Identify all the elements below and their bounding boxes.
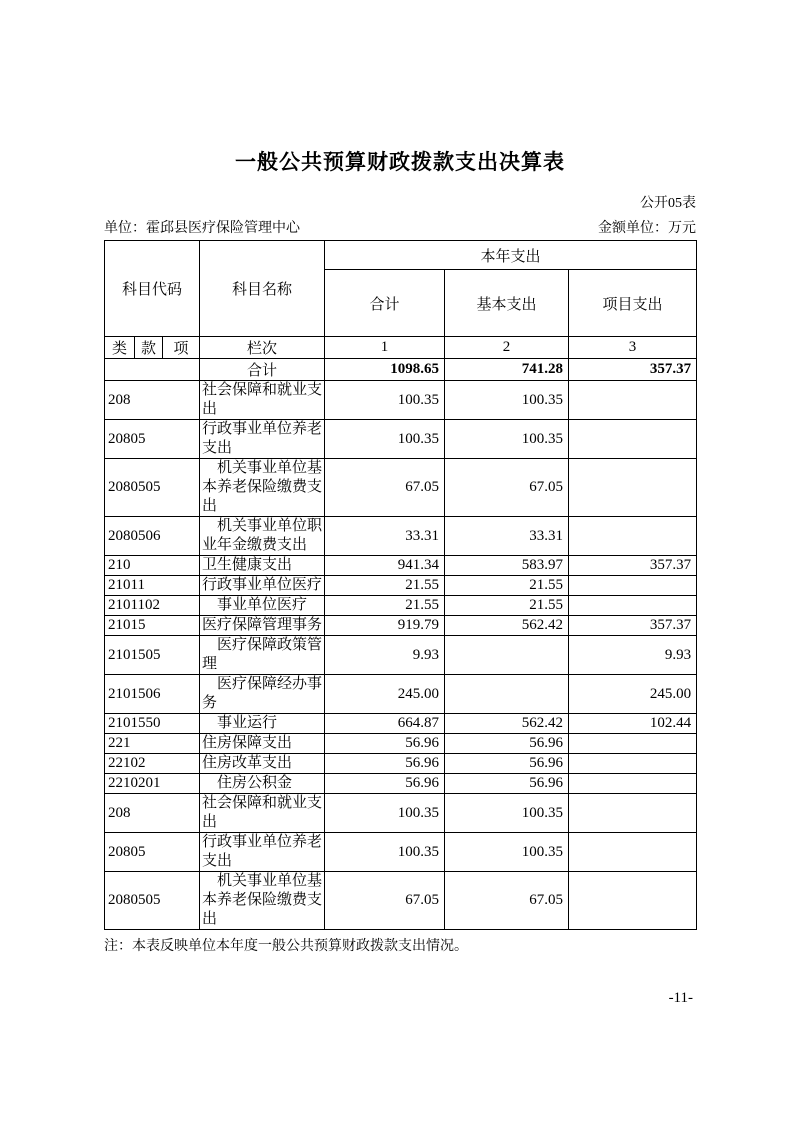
row-basic: 562.42: [445, 714, 569, 734]
header-subject-name: 科目名称: [200, 241, 325, 337]
row-basic: 56.96: [445, 734, 569, 754]
row-name: 社会保障和就业支出: [200, 381, 325, 420]
total-row-basic: 741.28: [445, 359, 569, 381]
table-row: [105, 714, 697, 734]
row-total: 919.79: [325, 616, 445, 636]
table-row: [105, 774, 697, 794]
row-project: [569, 794, 697, 833]
row-name: 事业运行: [200, 714, 325, 734]
meta-row: [104, 217, 696, 237]
row-total: 67.05: [325, 872, 445, 930]
table-row: [105, 794, 697, 833]
row-basic: 33.31: [445, 517, 569, 556]
row-name: 卫生健康支出: [200, 556, 325, 576]
budget-table: [104, 240, 697, 930]
row-name: 社会保障和就业支出: [200, 794, 325, 833]
row-total: 100.35: [325, 381, 445, 420]
amount-unit-label: 金额单位：万元: [598, 221, 696, 236]
header-col-2: 2: [445, 337, 569, 359]
row-basic: 56.96: [445, 754, 569, 774]
header-section: 款: [135, 337, 163, 359]
row-project: 9.93: [569, 636, 697, 675]
row-project: [569, 872, 697, 930]
row-total: 33.31: [325, 517, 445, 556]
header-current-year-expenditure: 本年支出: [325, 241, 697, 270]
table-row: [105, 459, 697, 517]
header-column-index: 栏次: [200, 337, 325, 359]
table-row: [105, 576, 697, 596]
row-code: 21011: [105, 576, 200, 596]
row-total: 56.96: [325, 734, 445, 754]
row-name: 事业单位医疗: [200, 596, 325, 616]
row-code: 208: [105, 794, 200, 833]
row-name: 机关事业单位基本养老保险缴费支出: [200, 459, 325, 517]
row-total: 100.35: [325, 833, 445, 872]
row-basic: 100.35: [445, 381, 569, 420]
header-total: 合计: [325, 270, 445, 337]
row-project: 102.44: [569, 714, 697, 734]
row-code: 20805: [105, 833, 200, 872]
row-name: 行政事业单位养老支出: [200, 833, 325, 872]
table-row: [105, 675, 697, 714]
table-row: [105, 556, 697, 576]
row-code: 2080506: [105, 517, 200, 556]
total-row-total: 1098.65: [325, 359, 445, 381]
total-row-code: [105, 359, 200, 381]
header-item: 项: [163, 337, 200, 359]
total-row-label: 合计: [200, 359, 325, 381]
row-code: 210: [105, 556, 200, 576]
header-class: 类: [105, 337, 135, 359]
row-total: 21.55: [325, 576, 445, 596]
row-code: 22102: [105, 754, 200, 774]
row-basic: 21.55: [445, 596, 569, 616]
row-total: 664.87: [325, 714, 445, 734]
table-row: [105, 381, 697, 420]
row-total: 9.93: [325, 636, 445, 675]
row-project: [569, 381, 697, 420]
row-name: 行政事业单位养老支出: [200, 420, 325, 459]
row-code: 2101505: [105, 636, 200, 675]
row-name: 医疗保障经办事务: [200, 675, 325, 714]
row-project: [569, 420, 697, 459]
row-name: 医疗保障政策管理: [200, 636, 325, 675]
row-code: 221: [105, 734, 200, 754]
row-project: [569, 734, 697, 754]
row-project: [569, 576, 697, 596]
row-project: [569, 459, 697, 517]
row-code: 2101550: [105, 714, 200, 734]
table-row: [105, 517, 697, 556]
header-basic-expenditure: 基本支出: [445, 270, 569, 337]
row-name: 医疗保障管理事务: [200, 616, 325, 636]
row-code: 208: [105, 381, 200, 420]
row-project: [569, 754, 697, 774]
unit-label: 单位：霍邱县医疗保险管理中心: [104, 221, 300, 236]
row-total: 56.96: [325, 754, 445, 774]
row-name: 住房公积金: [200, 774, 325, 794]
row-code: 2080505: [105, 872, 200, 930]
row-name: 机关事业单位基本养老保险缴费支出: [200, 872, 325, 930]
row-basic: 67.05: [445, 872, 569, 930]
row-project: 357.37: [569, 556, 697, 576]
row-code: 2101102: [105, 596, 200, 616]
row-project: [569, 833, 697, 872]
row-name: 机关事业单位职业年金缴费支出: [200, 517, 325, 556]
page-number: -11-: [668, 990, 693, 1006]
row-name: 住房保障支出: [200, 734, 325, 754]
table-row: [105, 596, 697, 616]
row-code: 2101506: [105, 675, 200, 714]
document-content: [104, 0, 696, 955]
header-col-1: 1: [325, 337, 445, 359]
row-basic: 100.35: [445, 420, 569, 459]
row-total: 56.96: [325, 774, 445, 794]
total-row: [105, 359, 697, 381]
row-basic: 100.35: [445, 833, 569, 872]
row-project: [569, 774, 697, 794]
table-row: [105, 636, 697, 675]
row-basic: 67.05: [445, 459, 569, 517]
table-number: 公开05表: [640, 196, 696, 211]
table-row: [105, 420, 697, 459]
row-code: 2080505: [105, 459, 200, 517]
row-name: 行政事业单位医疗: [200, 576, 325, 596]
row-code: 21015: [105, 616, 200, 636]
table-row: [105, 833, 697, 872]
row-total: 941.34: [325, 556, 445, 576]
table-row: [105, 734, 697, 754]
table-row: [105, 754, 697, 774]
row-basic: 100.35: [445, 794, 569, 833]
row-total: 245.00: [325, 675, 445, 714]
row-total: 100.35: [325, 794, 445, 833]
row-total: 67.05: [325, 459, 445, 517]
page-title: 一般公共预算财政拨款支出决算表: [235, 150, 565, 174]
row-project: 245.00: [569, 675, 697, 714]
row-total: 21.55: [325, 596, 445, 616]
row-total: 100.35: [325, 420, 445, 459]
row-project: [569, 596, 697, 616]
header-col-3: 3: [569, 337, 697, 359]
row-basic: 562.42: [445, 616, 569, 636]
total-row-project: 357.37: [569, 359, 697, 381]
table-row: [105, 616, 697, 636]
row-basic: 21.55: [445, 576, 569, 596]
row-code: 2210201: [105, 774, 200, 794]
header-project-expenditure: 项目支出: [569, 270, 697, 337]
row-basic: 583.97: [445, 556, 569, 576]
row-code: 20805: [105, 420, 200, 459]
row-project: 357.37: [569, 616, 697, 636]
row-name: 住房改革支出: [200, 754, 325, 774]
row-basic: 56.96: [445, 774, 569, 794]
row-basic: [445, 636, 569, 675]
header-subject-code: 科目代码: [105, 241, 200, 337]
table-note: 注：本表反映单位本年度一般公共预算财政拨款支出情况。: [104, 939, 468, 954]
row-basic: [445, 675, 569, 714]
row-project: [569, 517, 697, 556]
table-row: [105, 872, 697, 930]
